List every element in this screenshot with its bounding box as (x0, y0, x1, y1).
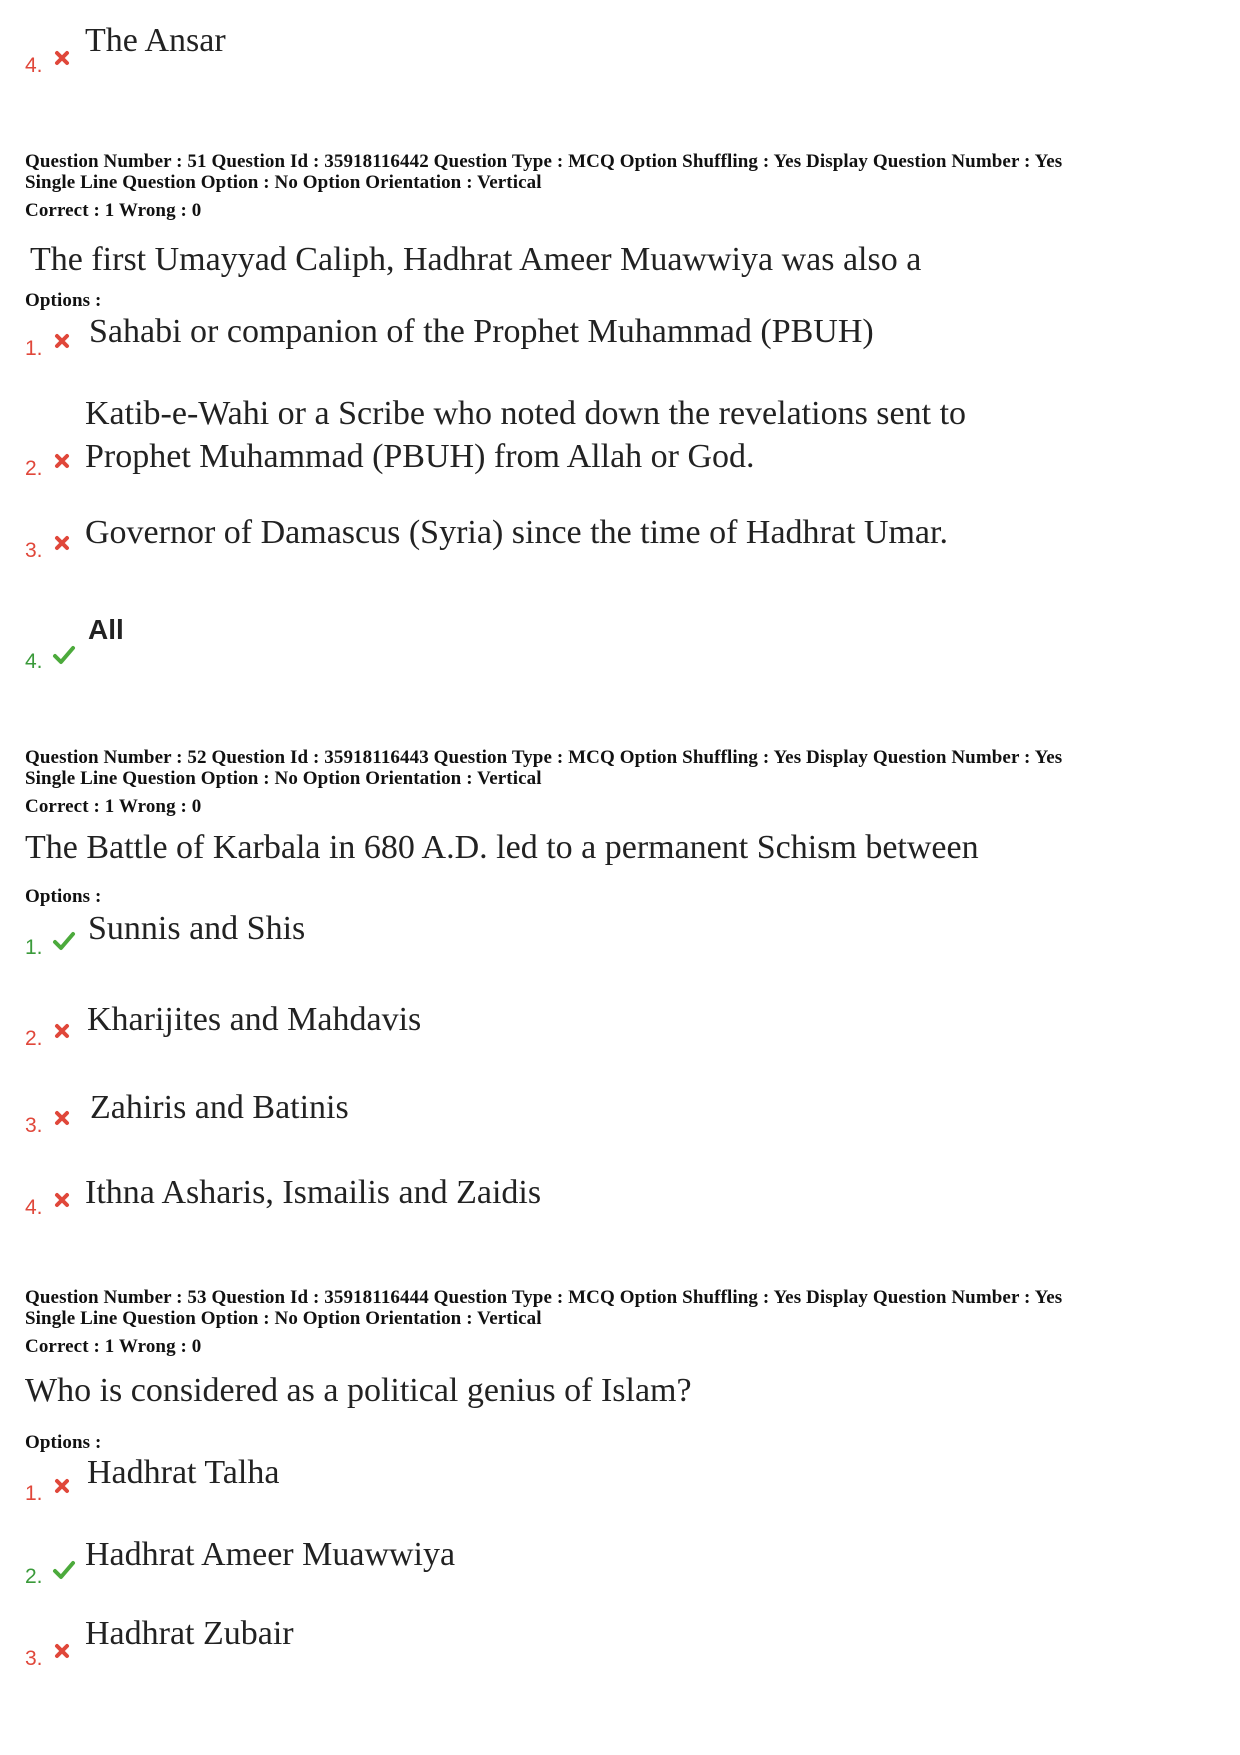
option-text: Hadhrat Talha (87, 1454, 280, 1491)
question-text: The Battle of Karbala in 680 A.D. led to a permanent Schism between (25, 829, 979, 866)
question-text: Who is considered as a political genius of Islam? (25, 1372, 692, 1409)
options-label: Options : (25, 290, 102, 311)
option-text: The Ansar (85, 22, 226, 59)
cross-icon (52, 1190, 72, 1210)
question-meta-options: Single Line Question Option : No Option Orientation : Vertical (25, 768, 542, 789)
option-number: 3. (25, 1647, 43, 1670)
option-number: 4. (25, 54, 43, 77)
option-text: All (88, 614, 124, 645)
question-marks: Correct : 1 Wrong : 0 (25, 796, 202, 817)
question-marks: Correct : 1 Wrong : 0 (25, 200, 202, 221)
option-number: 3. (25, 1114, 43, 1137)
question-meta: Question Number : 51 Question Id : 35918116442 Question Type : MCQ Option Shuffling : Yes Display Question Number : Yes (25, 151, 1063, 172)
option-number: 4. (25, 650, 43, 673)
question-marks: Correct : 1 Wrong : 0 (25, 1336, 202, 1357)
cross-icon (52, 1641, 72, 1661)
option-text: Ithna Asharis, Ismailis and Zaidis (85, 1174, 542, 1211)
cross-icon (52, 48, 72, 68)
check-icon (52, 930, 76, 952)
option-number: 1. (25, 337, 43, 360)
option-number: 4. (25, 1196, 43, 1219)
cross-icon (52, 331, 72, 351)
cross-icon (52, 1021, 72, 1041)
option-text: Kharijites and Mahdavis (87, 1001, 422, 1038)
question-meta-options: Single Line Question Option : No Option Orientation : Vertical (25, 172, 542, 193)
question-text: The first Umayyad Caliph, Hadhrat Ameer Muawwiya was also a (30, 241, 922, 278)
question-meta-options: Single Line Question Option : No Option Orientation : Vertical (25, 1308, 542, 1329)
cross-icon (52, 1476, 72, 1496)
question-meta: Question Number : 53 Question Id : 35918116444 Question Type : MCQ Option Shuffling : Yes Display Question Number : Yes (25, 1287, 1063, 1308)
cross-icon (52, 1108, 72, 1128)
options-label: Options : (25, 1432, 102, 1453)
option-text: Sahabi or companion of the Prophet Muhammad (PBUH) (89, 313, 874, 350)
option-text: Zahiris and Batinis (90, 1089, 349, 1126)
option-number: 3. (25, 539, 43, 562)
check-icon (52, 644, 76, 666)
option-number: 2. (25, 457, 43, 480)
option-number: 1. (25, 936, 43, 959)
cross-icon (52, 533, 72, 553)
option-text: Hadhrat Zubair (85, 1615, 294, 1652)
option-text-line1: Katib-e-Wahi or a Scribe who noted down the revelations sent to (85, 395, 967, 432)
option-number: 2. (25, 1565, 43, 1588)
options-label: Options : (25, 886, 102, 907)
option-number: 2. (25, 1027, 43, 1050)
cross-icon (52, 451, 72, 471)
option-text: Sunnis and Shis (88, 910, 306, 947)
option-number: 1. (25, 1482, 43, 1505)
option-text: Governor of Damascus (Syria) since the time of Hadhrat Umar. (85, 514, 948, 551)
question-meta: Question Number : 52 Question Id : 35918116443 Question Type : MCQ Option Shuffling : Yes Display Question Number : Yes (25, 747, 1063, 768)
check-icon (52, 1559, 76, 1581)
option-text: Hadhrat Ameer Muawwiya (85, 1536, 456, 1573)
option-text-line2: Prophet Muhammad (PBUH) from Allah or God. (85, 438, 755, 475)
